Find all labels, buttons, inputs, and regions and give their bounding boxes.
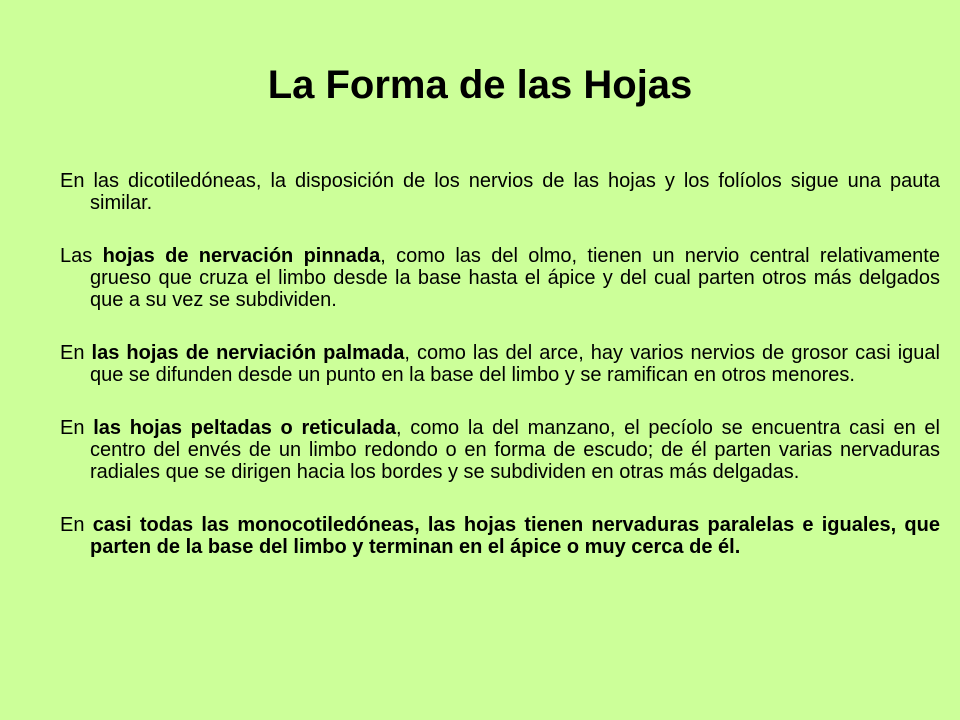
slide-title: La Forma de las Hojas <box>267 63 693 107</box>
paragraph-lead: En <box>60 417 94 439</box>
paragraph-rest: , como las del olmo, tienen un nervio central relativamente grueso que cruza el limbo desde la base hasta el ápice y del cual parten otros más delgados que a su vez se subdividen. <box>90 245 940 311</box>
paragraph-monocotiledoneas <box>60 514 940 558</box>
paragraph-peltadas <box>60 417 940 483</box>
paragraph-bold-term: hojas de nervación pinnada <box>102 245 381 267</box>
paragraph-text: En las dicotiledóneas, la disposición de los nervios de las hojas y los folíolos sigue una pauta similar. <box>60 170 940 214</box>
paragraph-bold-term: las hojas de nerviación palmada <box>91 342 405 364</box>
paragraph-nervacion-pinnada <box>60 245 940 311</box>
paragraph-lead: En <box>60 514 93 536</box>
paragraph-bold-term: casi todas las monocotiledóneas, las hojas tienen nervaduras paralelas e iguales, que parten de la base del limbo y terminan en el ápice o muy cerca de él. <box>90 514 940 558</box>
paragraph-dicotiledoneas <box>60 170 940 214</box>
slide-body <box>60 170 940 558</box>
paragraph-bold-term: las hojas peltadas o reticulada <box>93 417 396 439</box>
paragraph-lead: En <box>60 342 92 364</box>
paragraph-lead: Las <box>60 245 103 267</box>
paragraph-rest: , como la del manzano, el pecíolo se encuentra casi en el centro del envés de un limbo redondo o en forma de escudo; de él parten varias nervaduras radiales que se dirigen hacia los bordes y se subdividen en otras más delgadas. <box>90 417 940 483</box>
paragraph-rest: , como las del arce, hay varios nervios de grosor casi igual que se difunden desde un punto en la base del limbo y se ramifican en otros menores. <box>90 342 940 386</box>
paragraph-nerviacion-palmada <box>60 342 940 386</box>
